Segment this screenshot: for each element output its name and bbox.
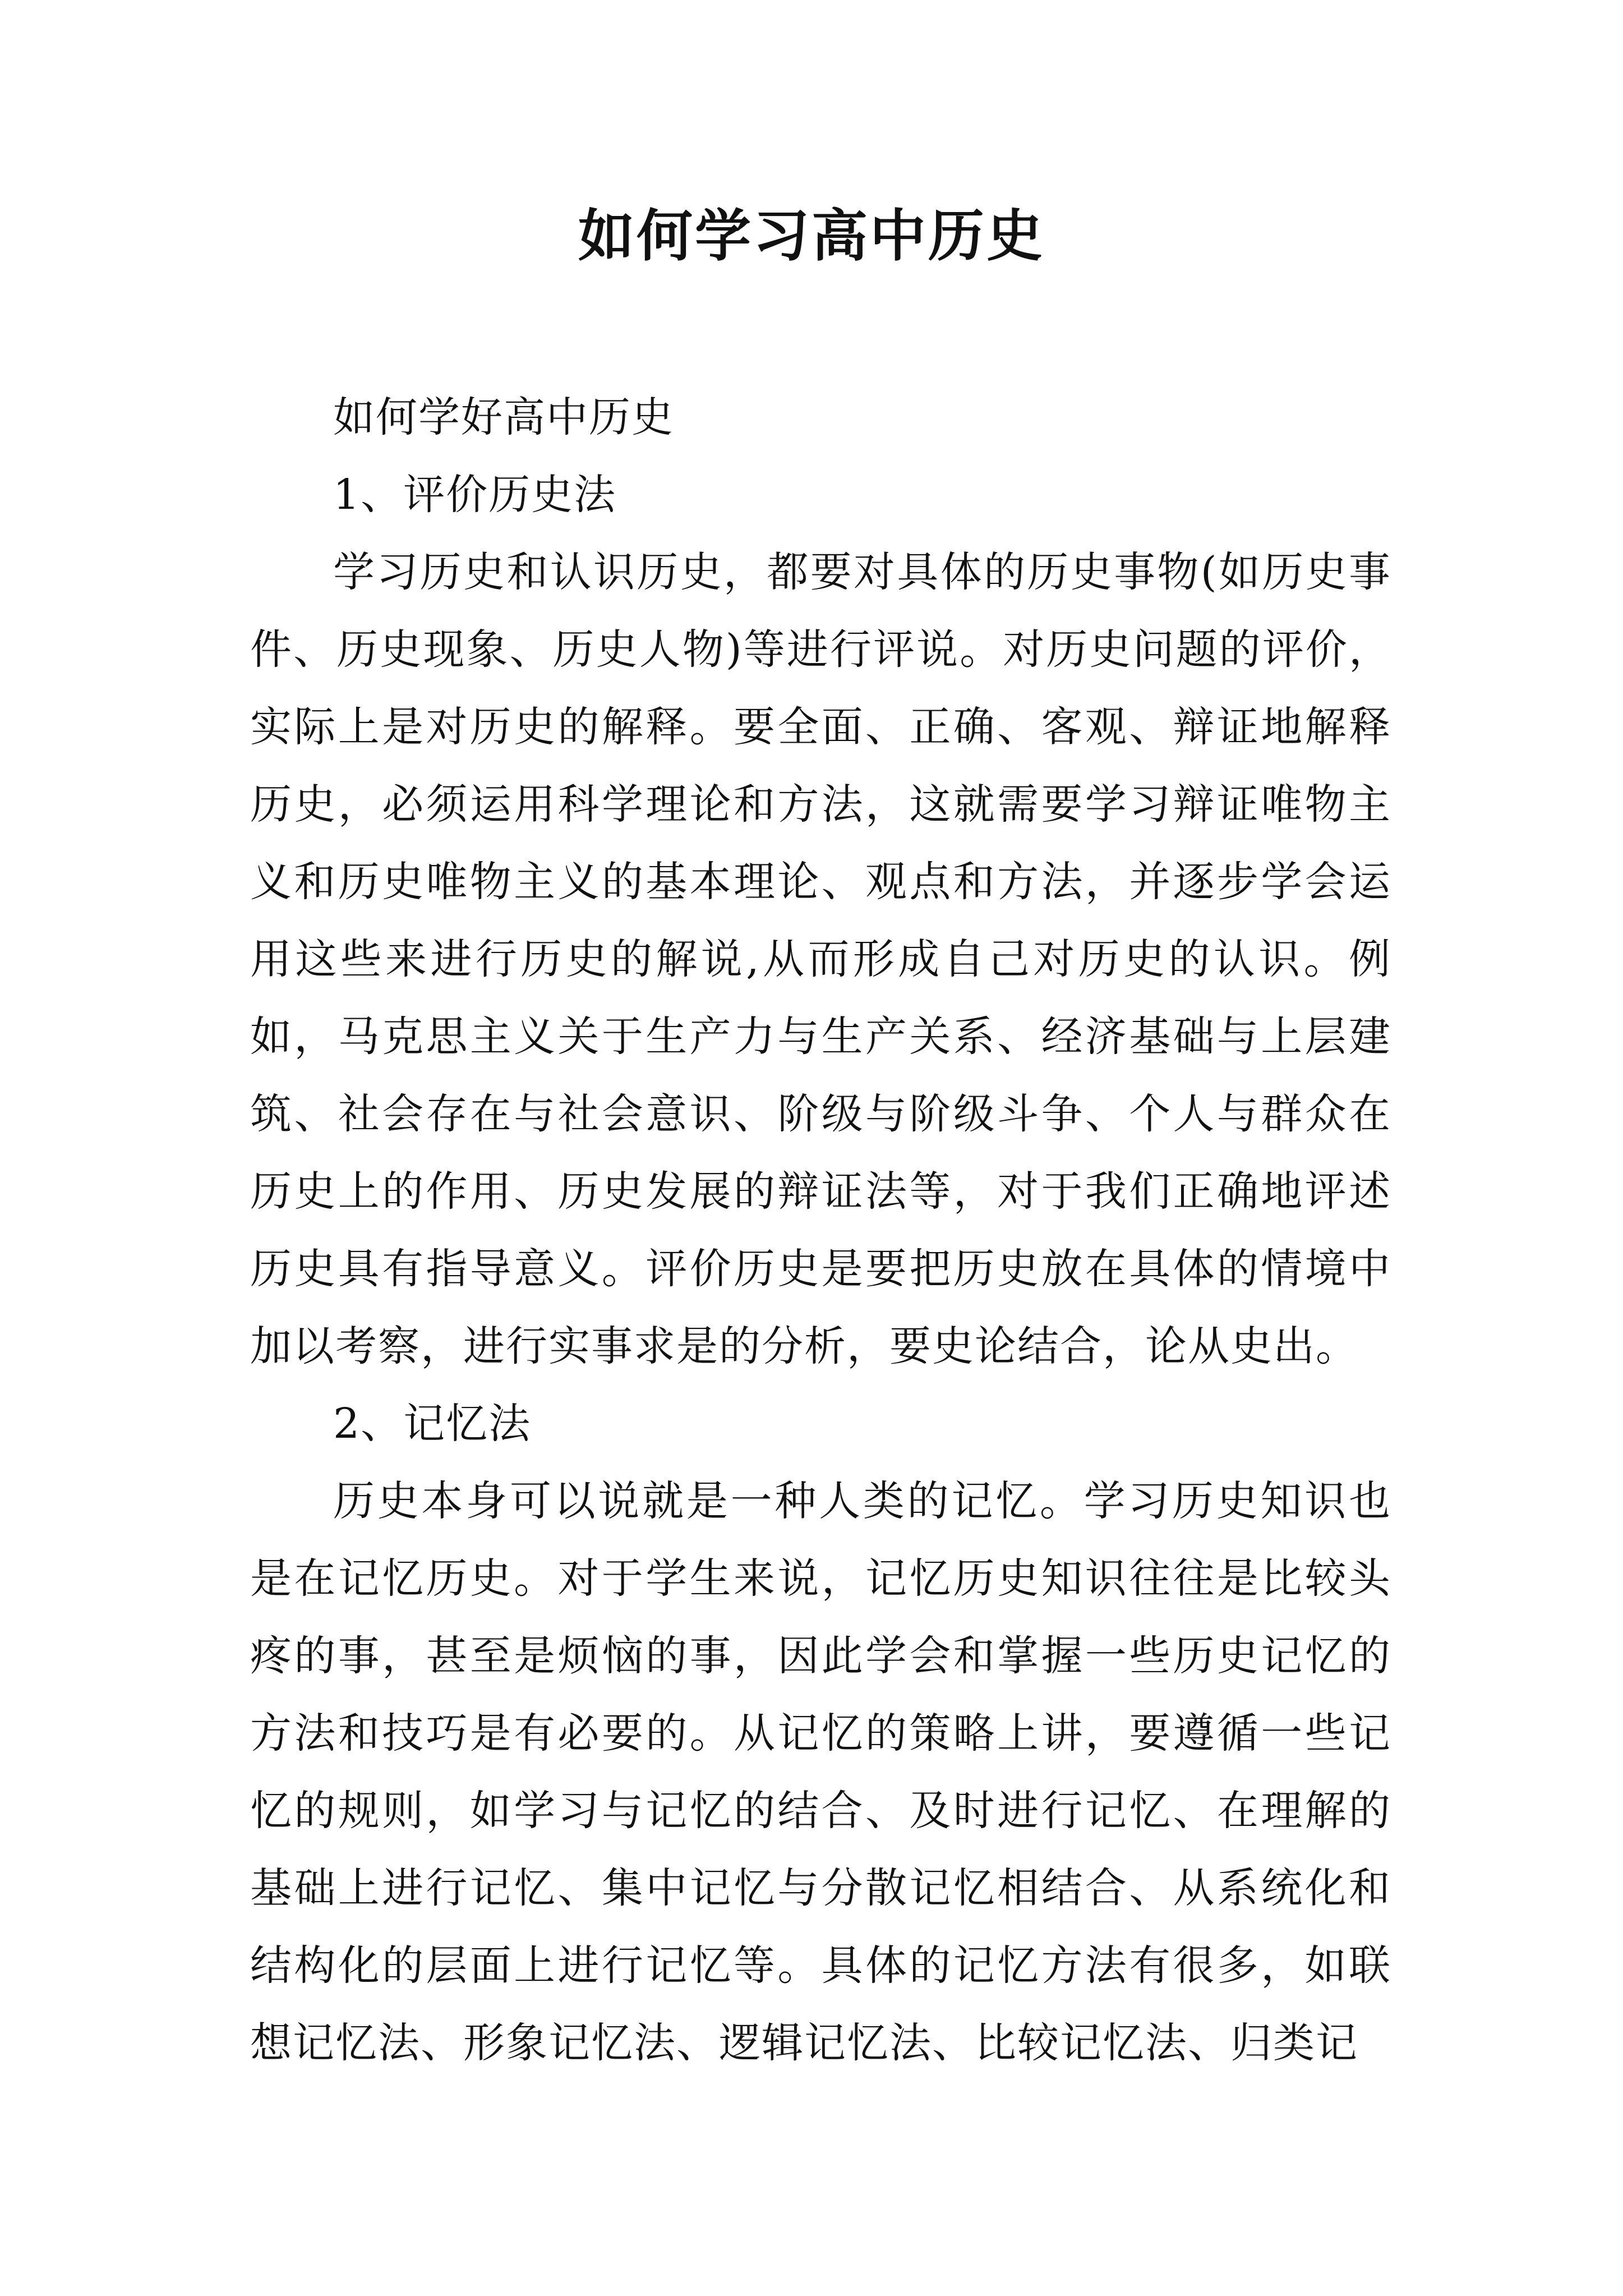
document-body [250,379,1391,2082]
subtitle-paragraph: 如何学好高中历史 [333,393,674,441]
body-paragraph: 历史本身可以说就是一种人类的记忆。学习历史知识也是在记忆历史。对于学生来说，记忆历史知识往往是比较头疼的事，甚至是烦恼的事，因此学会和掌握一些历史记忆的方法和技巧是有必要的。从记忆的策略上讲，要遵循一些记忆的规则，如学习与记忆的结合、及时进行记忆、在理解的基础上进行记忆、集中记忆与分散记忆相结合、从系统化和结构化的层面上进行记忆等。具体的记忆方法有很多，如联想记忆法、形象记忆法、逻辑记忆法、比较记忆法、归类记 [250,1477,1391,2067]
document-title: 如何学习高中历史 [578,203,1045,269]
section-heading-2: 2、记忆法 [333,1400,532,1448]
section-heading-1: 1、评价历史法 [333,471,617,519]
body-paragraph: 学习历史和认识历史，都要对具体的历史事物(如历史事件、历史现象、历史人物)等进行评说。对历史问题的评价，实际上是对历史的解释。要全面、正确、客观、辩证地解释历史，必须运用科学理论和方法，这就需要学习辩证唯物主义和历史唯物主义的基本理论、观点和方法，并逐步学会运用这些来进行历史的解说,从而形成自己对历史的认识。例如，马克思主义关于生产力与生产关系、经济基础与上层建筑、社会存在与社会意识、阶级与阶级斗争、个人与群众在历史上的作用、历史发展的辩证法等，对于我们正确地评述历史具有指导意义。评价历史是要把历史放在具体的情境中加以考察，进行实事求是的分析，要史论结合，论从史出。 [250,548,1391,1370]
